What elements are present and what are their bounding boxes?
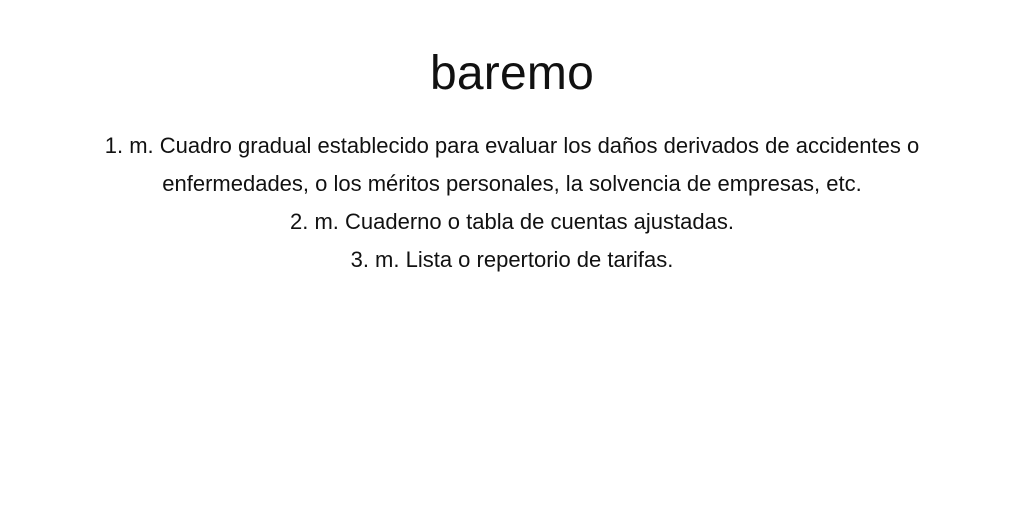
headword-title: baremo <box>430 47 594 100</box>
definition-2: 2. m. Cuaderno o tabla de cuentas ajustadas. <box>290 209 734 234</box>
definition-list <box>40 127 984 279</box>
definition-3: 3. m. Lista o repertorio de tarifas. <box>350 247 674 272</box>
definition-1: 1. m. Cuadro gradual establecido para evaluar los daños derivados de accidentes o enfermedades, o los méritos personales, la solvencia de empresas, etc. <box>104 133 920 196</box>
